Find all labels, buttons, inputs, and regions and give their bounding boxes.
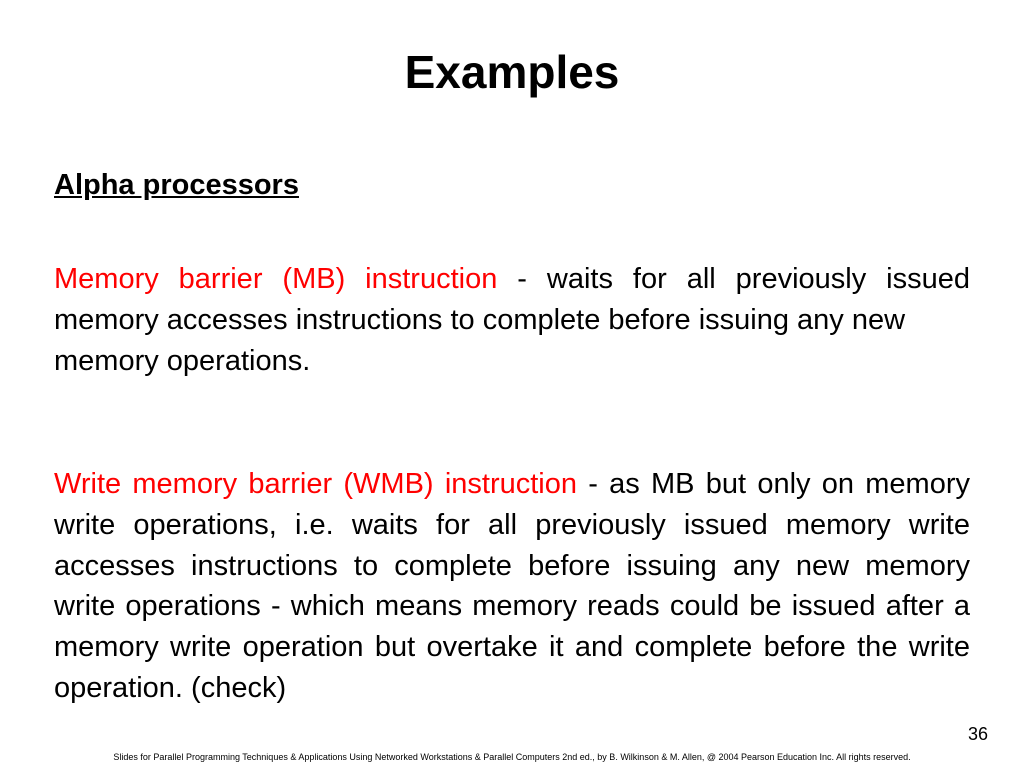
paragraph-text: - as MB but only on memory write operations, i.e. waits for all previously issued memory write accesses instructions to complete before issuing any new memory write operations - which means memory reads could be issued after a memory write operation but overtake it and complete before the write operation. (check)	[54, 468, 970, 704]
paragraph-write-memory-barrier	[54, 464, 970, 709]
term-write-memory-barrier: Write memory barrier (WMB) instruction	[54, 468, 577, 500]
paragraph-text: - waits for all previously issued memory accesses instructions to complete before issuing any new	[54, 263, 970, 336]
page-number: 36	[967, 724, 988, 744]
paragraph-memory-barrier	[54, 259, 970, 381]
footer-credit: Slides for Parallel Programming Techniques & Applications Using Networked Workstations & Parallel Computers 2nd ed., by B. Wilkinson & M. Allen, @ 2004 Pearson Education Inc. All rights reserved.	[113, 752, 911, 762]
paragraph-text-continued: memory operations.	[54, 344, 311, 377]
slide-title: Examples	[404, 46, 620, 98]
term-memory-barrier: Memory barrier (MB) instruction	[54, 263, 498, 295]
section-heading: Alpha processors	[54, 169, 299, 201]
